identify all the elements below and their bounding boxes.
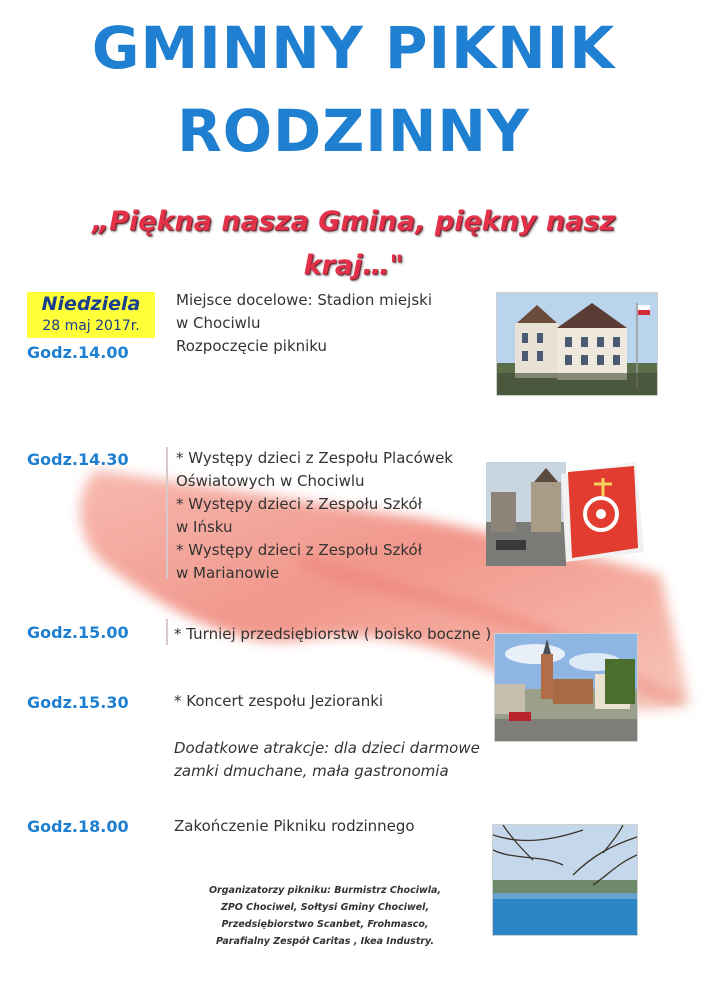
date-badge (27, 292, 155, 338)
schedule-desc-5-line: Zakończenie Pikniku rodzinnego (174, 817, 415, 835)
schedule-desc-2-line: * Występy dzieci z Zespołu Szkół (176, 495, 422, 513)
schedule-desc-2-line: w Marianowie (176, 564, 280, 582)
lake-photo (492, 824, 638, 936)
date-date: 28 maj 2017r. (42, 318, 140, 334)
slogan-line-1: „Piękna nasza Gmina, piękny nasz (91, 206, 616, 237)
title-line-2: RODZINNY (177, 97, 530, 165)
organizers (195, 882, 455, 950)
schedule-desc-2-line: w Ińsku (176, 518, 233, 536)
schedule-desc-1-line: Rozpoczęcie pikniku (176, 337, 328, 355)
street-and-coat-of-arms-photo (486, 462, 646, 566)
organizers-line: Parafialny Zespół Caritas , Ikea Industry. (216, 936, 434, 947)
extra-attractions-line: Dodatkowe atrakcje: dla dzieci darmowe (174, 739, 480, 757)
church-street-photo (494, 633, 638, 742)
schedule-desc-4 (174, 690, 494, 713)
town-hall-photo (496, 292, 658, 396)
schedule-time-2: Godz.14.30 (27, 450, 129, 469)
schedule-time-3: Godz.15.00 (27, 623, 129, 642)
schedule-time-1: Godz.14.00 (27, 343, 129, 362)
schedule-time-5: Godz.18.00 (27, 817, 129, 836)
extra-attractions-line: zamki dmuchane, mała gastronomia (174, 762, 449, 780)
slogan-line-2: kraj…" (303, 250, 404, 281)
date-day: Niedziela (41, 293, 141, 315)
title-line-1: GMINNY PIKNIK (91, 14, 616, 82)
organizers-line: Przedsiębiorstwo Scanbet, Frohmasco, (221, 919, 429, 930)
schedule-desc-2 (176, 447, 476, 585)
schedule-desc-3 (174, 623, 494, 646)
schedule-desc-2-line: * Występy dzieci z Zespołu Placówek (176, 449, 453, 467)
divider-line (166, 619, 168, 645)
schedule-desc-2-line: * Występy dzieci z Zespołu Szkół (176, 541, 422, 559)
schedule-desc-3-line: * Turniej przedsiębiorstw ( boisko boczne ) (174, 625, 492, 643)
schedule-desc-4-line: * Koncert zespołu Jezioranki (174, 692, 384, 710)
extra-attractions (174, 737, 494, 783)
schedule-desc-2-line: Oświatowych w Chociwlu (176, 472, 365, 490)
organizers-line: Organizatorzy pikniku: Burmistrz Chociwla, (208, 885, 442, 896)
schedule-time-4: Godz.15.30 (27, 693, 129, 712)
divider-line (166, 447, 168, 579)
schedule-desc-5 (174, 815, 494, 838)
schedule-desc-1-line: Miejsce docelowe: Stadion miejski (176, 291, 432, 309)
schedule-desc-1 (176, 289, 476, 358)
schedule-desc-1-line: w Chociwlu (176, 314, 261, 332)
organizers-line: ZPO Chociwel, Sołtysi Gminy Chociwel, (220, 902, 430, 913)
